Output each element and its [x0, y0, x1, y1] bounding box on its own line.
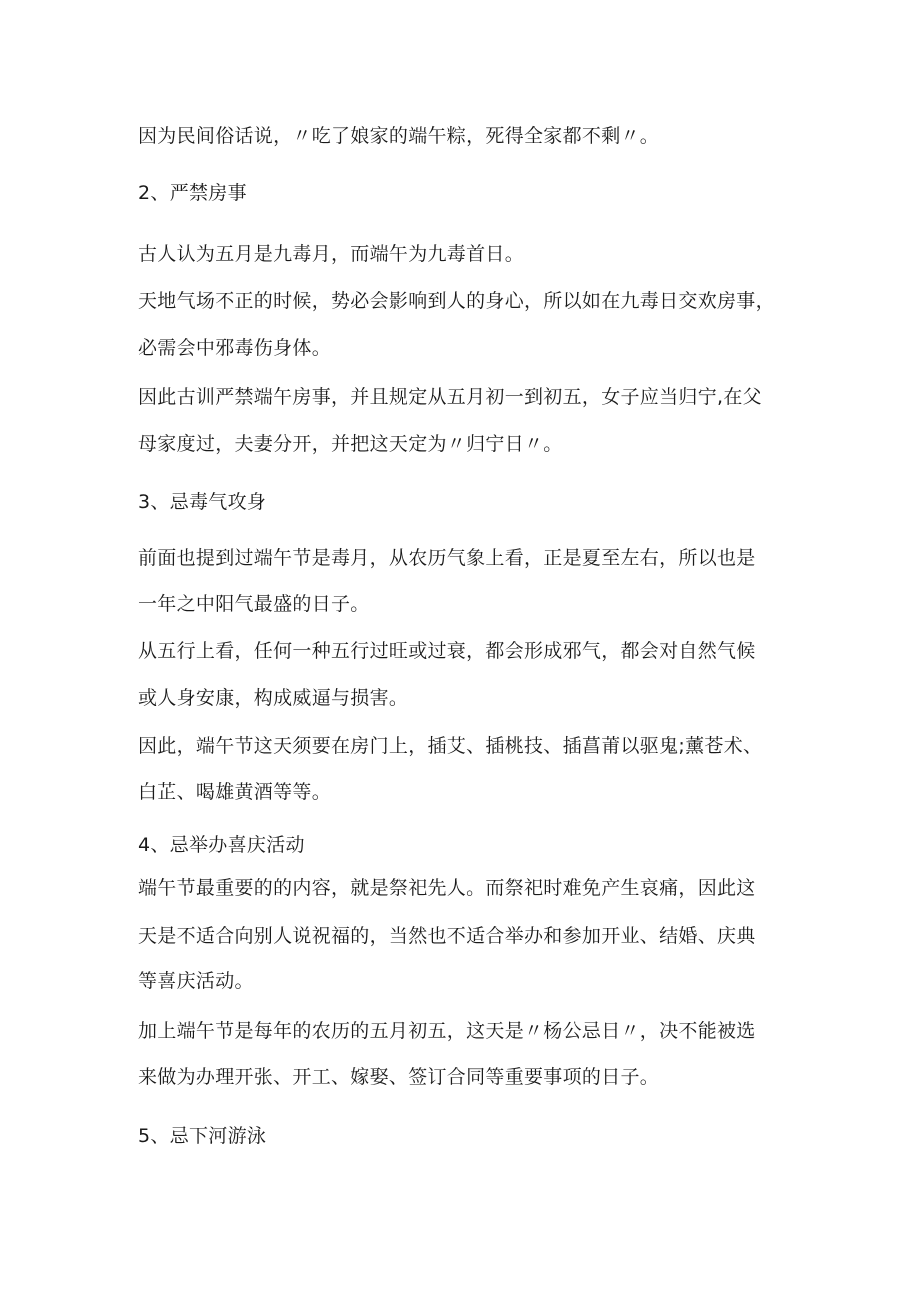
paragraph-line: 必需会中邪毒伤身体。 [138, 337, 332, 359]
paragraph-line: 天是不适合向别人说祝福的，当然也不适合举办和参加开业、结婚、庆典 [138, 925, 756, 947]
paragraph-line: 从五行上看，任何一种五行过旺或过衰，都会形成邪气，都会对自然气候 [138, 640, 756, 662]
paragraph-line: 母家度过，夫妻分开，并把这天定为〃归宁日〃。 [138, 433, 563, 455]
paragraph-line: 古人认为五月是九毒月，而端午为九毒首日。 [138, 243, 525, 265]
paragraph-line: 一年之中阳气最盛的日子。 [138, 593, 370, 615]
paragraph-line: 天地气场不正的时候，势必会影响到人的身心，所以如在九毒日交欢房事， [138, 290, 775, 312]
section-heading-3: 3、忌毒气攻身 [138, 491, 267, 513]
section-heading-2: 2、严禁房事 [138, 182, 247, 204]
section-heading-4: 4、忌举办喜庆活动 [138, 834, 305, 856]
paragraph-line: 或人身安康，构成威逼与损害。 [138, 687, 409, 709]
paragraph-line: 来做为办理开张、开工、嫁娶、签订合同等重要事项的日子。 [138, 1066, 660, 1088]
paragraph-line: 加上端午节是每年的农历的五月初五，这天是〃杨公忌日〃，决不能被选 [138, 1020, 756, 1042]
paragraph-line: 端午节最重要的的内容，就是祭祀先人。而祭祀时难免产生哀痛，因此这 [138, 877, 756, 899]
paragraph-line: 因为民间俗话说，〃吃了娘家的端午粽，死得全家都不剩〃。 [138, 125, 660, 147]
paragraph-line: 等喜庆活动。 [138, 970, 254, 992]
paragraph-line: 白芷、喝雄黄酒等等。 [138, 781, 332, 803]
paragraph-line: 因此古训严禁端午房事，并且规定从五月初一到初五，女子应当归宁,在父 [138, 386, 762, 408]
paragraph-line: 因此，端午节这天须要在房门上，插艾、插桃技、插菖莆以驱鬼;薰苍术、 [138, 735, 763, 757]
paragraph-line: 前面也提到过端午节是毒月，从农历气象上看，正是夏至左右，所以也是 [138, 547, 756, 569]
section-heading-5: 5、忌下河游泳 [138, 1125, 267, 1147]
